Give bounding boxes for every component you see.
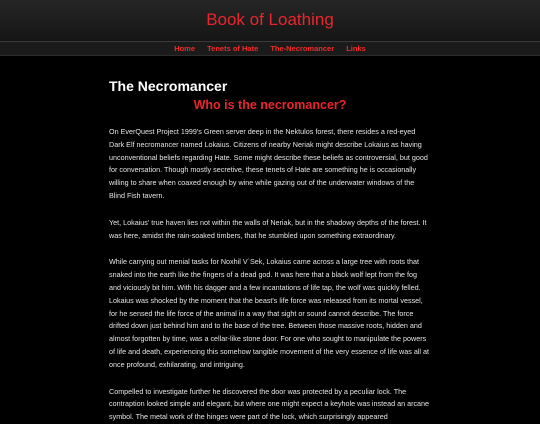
page-subtitle: Who is the necromancer?: [193, 98, 347, 112]
nav-bar: [0, 42, 540, 56]
main-content: [109, 56, 431, 424]
nav-link-the-necromancer[interactable]: The-Necromancer: [270, 44, 335, 53]
paragraph: While carrying out menial tasks for Noxhil V`Sek, Lokaius came across a large tree with roots that snaked into the earth like the fingers of a dead god. It was here that a black wolf lept from the fog and viciously bit him. With his dagger and a few incantations of life tap, the wolf was quickly felled. Lokaius was shocked by the moment that the beast's life force was released from its mortal vessel, for he sensed the life force of the animal in a way that sight or sound cannot describe. The force drifted down just behind him and to the base of the tree. Between those massive roots, hidden and almost forgotten by time, was a cellar-like stone door. For one who sought to manipulate the powers of life and death, experiencing this somehow tangible movement of the very essence of life was all at once profound, exhilarating, and intriguing.: [109, 257, 430, 369]
paragraph: Compelled to investigate further he discovered the door was protected by a peculiar lock. The contraption looked simple and elegant, but where one might expect a keyhole was instead an arcane symbol. The metal work of the hinges were part of the lock, which surprisingly appeared: [109, 386, 430, 422]
page-title: The Necromancer: [109, 78, 228, 94]
nav-link-tenets-of-hate[interactable]: Tenets of Hate: [207, 44, 259, 53]
nav-link-links[interactable]: Links: [346, 44, 366, 53]
paragraph: Yet, Lokaius' true haven lies not within the walls of Neriak, but in the shadowy depths of the forest. It was here, amidst the rain-soaked timbers, that he stumbled upon something extraordinary.: [109, 217, 427, 240]
site-title: Book of Loathing: [206, 10, 334, 29]
nav-link-home[interactable]: Home: [174, 44, 196, 53]
site-header: [0, 0, 540, 42]
paragraph: On EverQuest Project 1999's Green server deep in the Nektulos forest, there resides a red-eyed Dark Elf necromancer named Lokaius. Citizens of nearby Neriak might describe Lokaius as having unconventional beliefs regarding Hate. Some might describe these beliefs as controversial, but good for conversation. Though mostly secretive, these tenets of Hate are something he is occasionally willing to share when coaxed enough by wine while gazing out of the underwater windows of the Blind Fish tavern.: [109, 127, 428, 200]
